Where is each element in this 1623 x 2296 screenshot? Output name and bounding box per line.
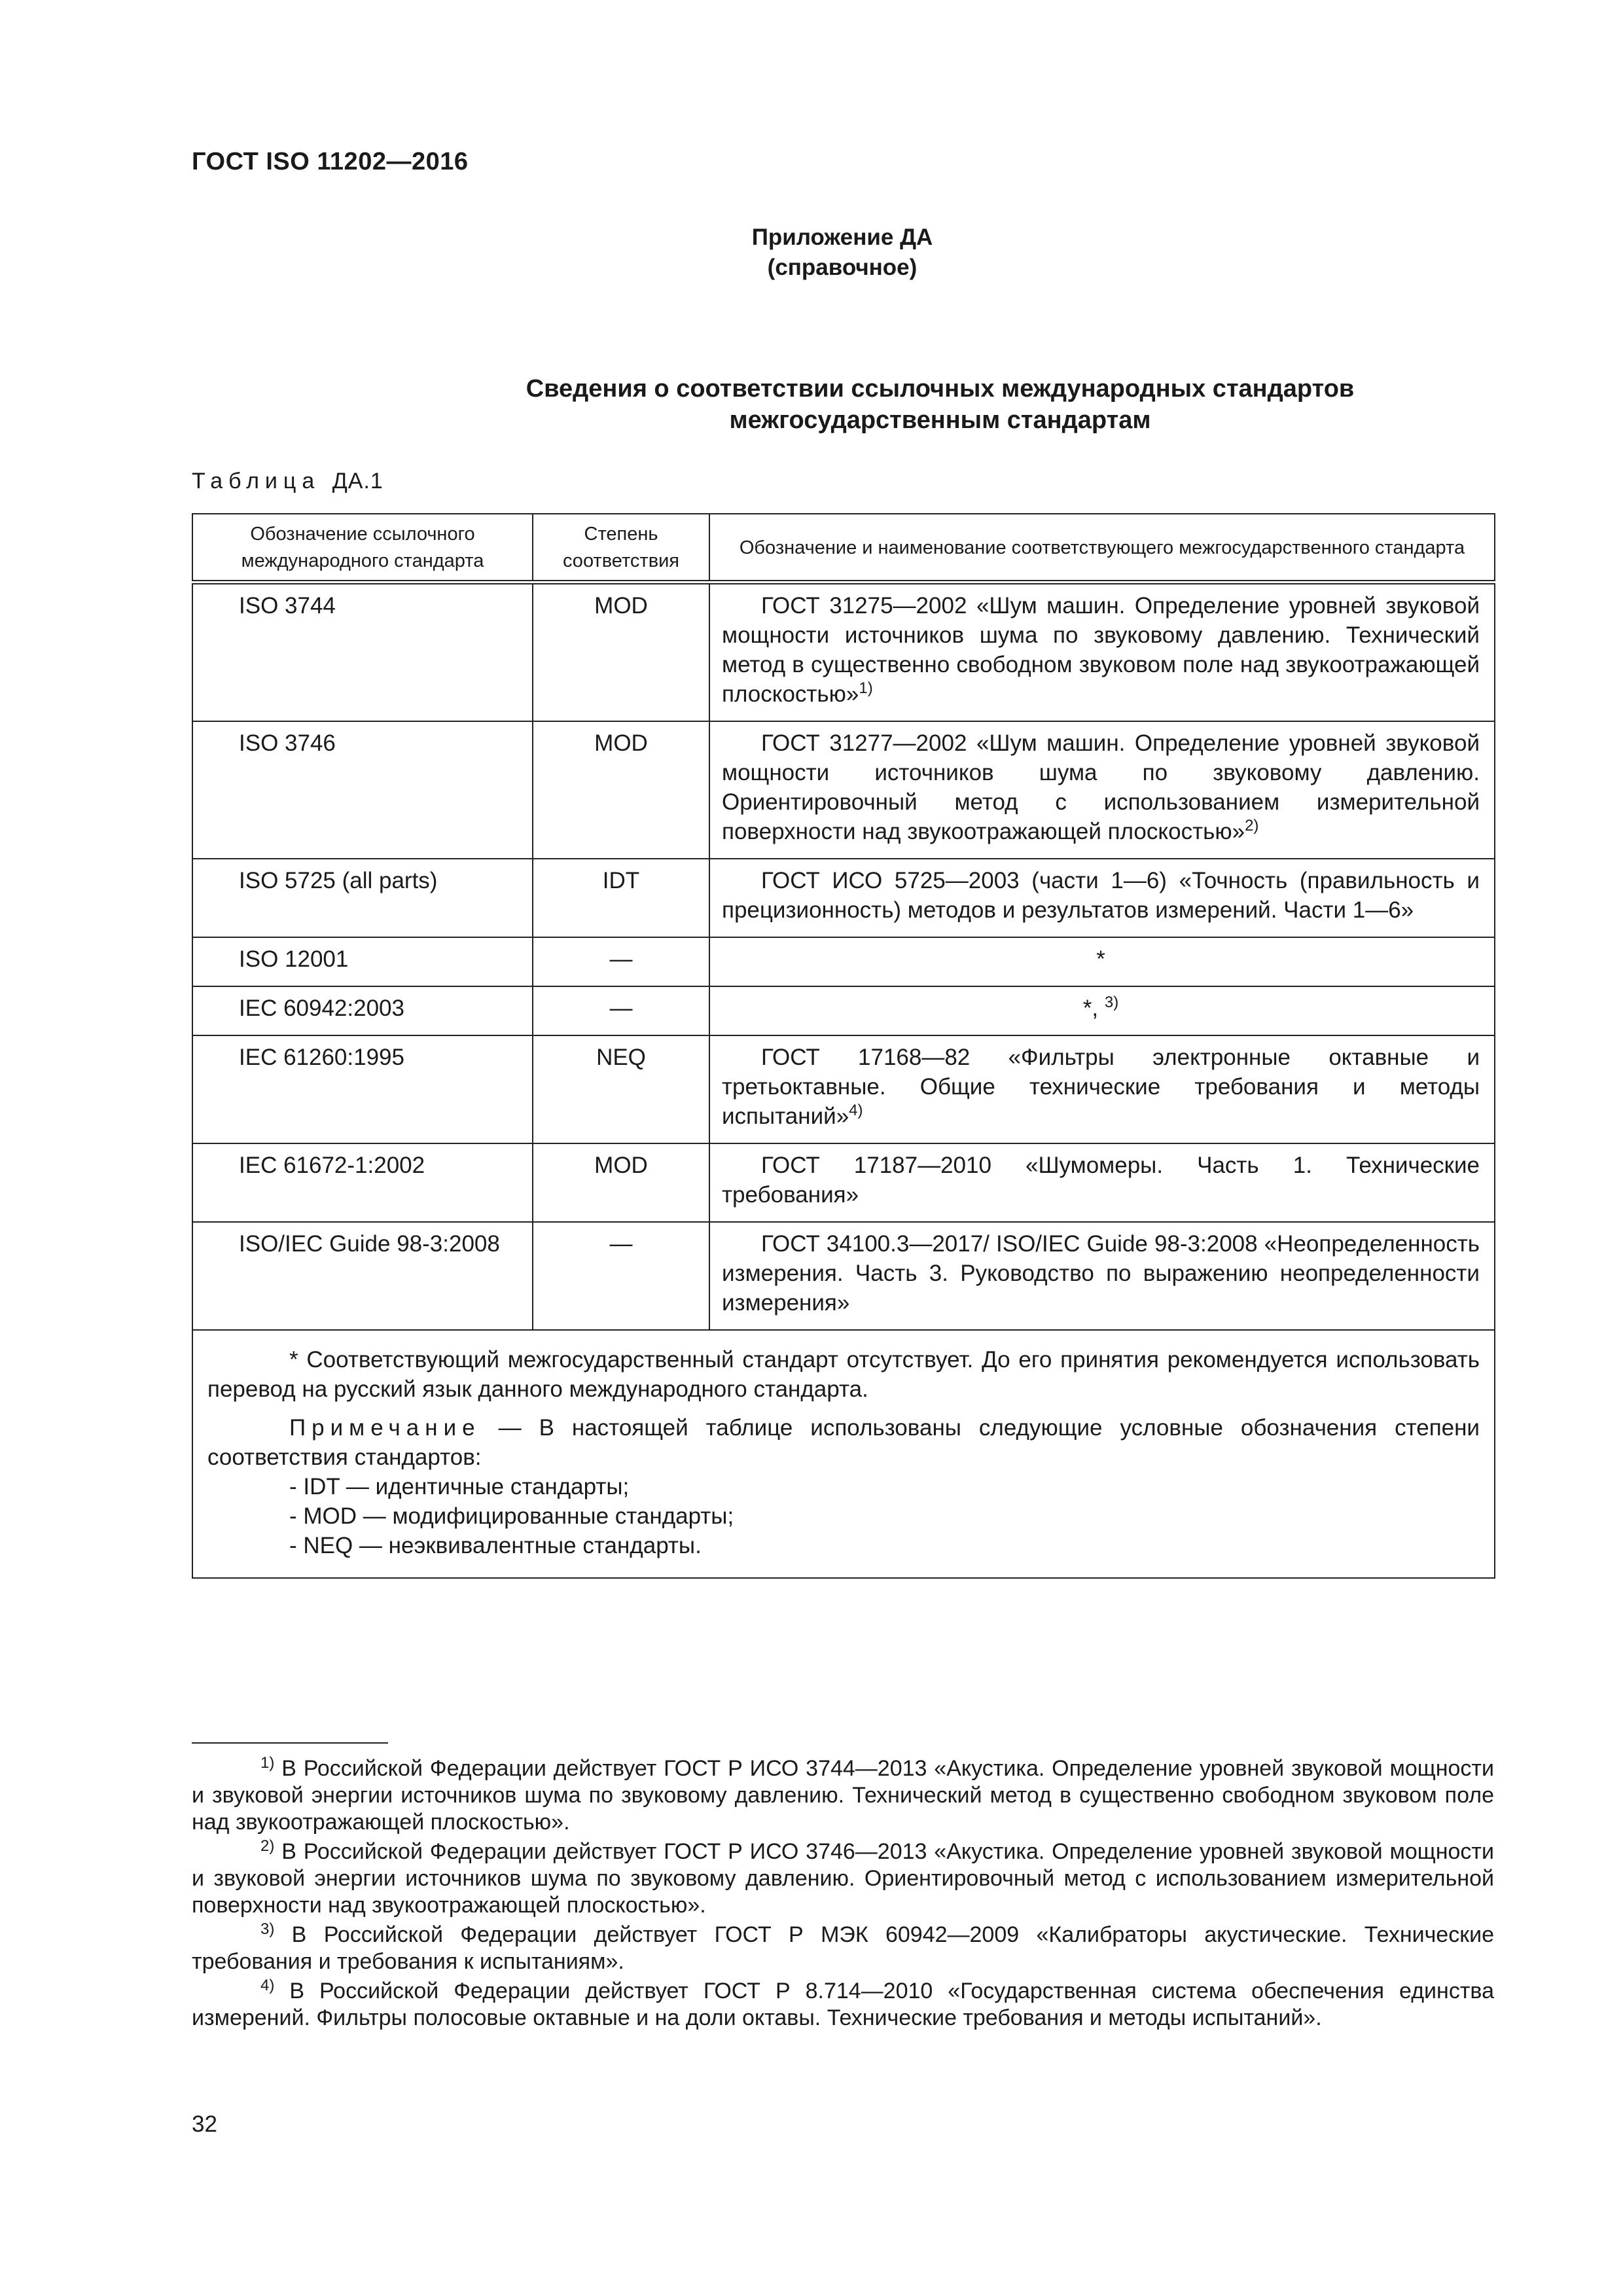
table-row xyxy=(192,859,1495,937)
section-title xyxy=(192,373,1623,436)
footnote-number: 3) xyxy=(260,1920,275,1938)
correspondence-table xyxy=(192,513,1495,1579)
cell-degree: — xyxy=(533,986,709,1035)
standard-text: ГОСТ ИСО 5725—2003 (части 1—6) «Точность (правильность и прецизионность) методов и результатов измерений. Части 1—6» xyxy=(722,868,1480,923)
cell-reference: ISO 3744 xyxy=(192,583,533,722)
list-item: - MOD — модифицированные стандарты; xyxy=(289,1503,734,1529)
cell-standard xyxy=(709,721,1495,859)
annex-type: (справочное) xyxy=(767,255,918,280)
cell-reference: ISO 3746 xyxy=(192,721,533,859)
cell-degree: NEQ xyxy=(533,1035,709,1143)
footnote-mark: 2) xyxy=(1245,817,1259,834)
note-label: Примечание xyxy=(289,1415,481,1441)
standard-text: ГОСТ 17168—82 «Фильтры электронные октавные и третьоктавные. Общие технические требования и методы испытаний» xyxy=(722,1045,1480,1129)
cell-standard xyxy=(709,1035,1495,1143)
footnote-text: В Российской Федерации действует ГОСТ Р ИСО 3746—2013 «Акустика. Определение уровней звуковой мощности и звуковой энергии источников шума по звуковому давлению. Ориентировочный метод с использованием измерительной поверхности над звукоотражающей плоскостью». xyxy=(192,1839,1494,1918)
cell-degree: — xyxy=(533,937,709,986)
cell-standard xyxy=(709,583,1495,722)
standard-text: * xyxy=(1096,946,1105,972)
cell-reference: IEC 60942:2003 xyxy=(192,986,533,1035)
footnote-number: 1) xyxy=(260,1754,275,1772)
asterisk-note: * Соответствующий межгосударственный стандарт отсутствует. До его принятия рекомендуется использовать перевод на русский язык данного международного стандарта. xyxy=(207,1347,1480,1402)
footnote-text: В Российской Федерации действует ГОСТ Р МЭК 60942—2009 «Калибраторы акустические. Технические требования и требования к испытаниям». xyxy=(192,1922,1494,1974)
cell-degree: MOD xyxy=(533,1143,709,1222)
footnotes xyxy=(192,1755,1494,2034)
footnote xyxy=(192,1978,1494,2032)
footnote-text: В Российской Федерации действует ГОСТ Р ИСО 3744—2013 «Акустика. Определение уровней звуковой мощности и звуковой энергии источников шума по звуковому давлению. Технический метод в существенно свободном звуковом поле над звукоотражающей плоскостью». xyxy=(192,1756,1494,1835)
cell-reference: ISO/IEC Guide 98-3:2008 xyxy=(192,1222,533,1330)
cell-degree: IDT xyxy=(533,859,709,937)
cell-degree: MOD xyxy=(533,583,709,722)
footnote-mark: 1) xyxy=(859,679,873,697)
standard-text: ГОСТ 34100.3—2017/ ISO/IEC Guide 98-3:2008 «Неопределенность измерения. Часть 3. Руководство по выражению неопределенности измерения» xyxy=(722,1231,1480,1316)
cell-degree: MOD xyxy=(533,721,709,859)
table-label-number: ДА.1 xyxy=(332,469,383,493)
footnote-number: 2) xyxy=(260,1837,275,1855)
cell-standard xyxy=(709,937,1495,986)
table-label-word: Таблица xyxy=(192,469,321,493)
note-paragraph xyxy=(207,1413,1480,1472)
footnote-number: 4) xyxy=(260,1977,275,1994)
table-label xyxy=(192,469,383,494)
table-row xyxy=(192,986,1495,1035)
table-notes xyxy=(192,1330,1495,1578)
cell-reference: ISO 12001 xyxy=(192,937,533,986)
standard-text: ГОСТ 31275—2002 «Шум машин. Определение уровней звуковой мощности источников шума по звуковому давлению. Технический метод в существенно свободном звуковом поле над звукоотражающей плоскостью» xyxy=(722,593,1480,707)
table-row xyxy=(192,937,1495,986)
cell-standard xyxy=(709,1222,1495,1330)
table-row xyxy=(192,721,1495,859)
cell-reference: ISO 5725 (all parts) xyxy=(192,859,533,937)
list-item: - IDT — идентичные стандарты; xyxy=(289,1474,630,1499)
cell-reference: IEC 61672-1:2002 xyxy=(192,1143,533,1222)
list-item: - NEQ — неэквивалентные стандарты. xyxy=(289,1533,702,1558)
standard-text: *, xyxy=(1082,996,1099,1021)
standard-text: ГОСТ 31277—2002 «Шум машин. Определение уровней звуковой мощности источников шума по звуковому давлению. Ориентировочный метод с использованием измерительной поверхности над звукоотражающей плоскостью» xyxy=(722,730,1480,844)
table-row xyxy=(192,1035,1495,1143)
footnote-separator xyxy=(192,1742,388,1744)
table-row xyxy=(192,1143,1495,1222)
table-header-row xyxy=(192,514,1495,583)
cell-standard xyxy=(709,1143,1495,1222)
footnote-text: В Российской Федерации действует ГОСТ Р 8.714—2010 «Государственная система обеспечения единства измерений. Фильтры полосовые октавные и на доли октавы. Технические требования и методы испытаний». xyxy=(192,1979,1494,2030)
table-notes-row xyxy=(192,1330,1495,1578)
footnote xyxy=(192,1839,1494,1919)
header-degree: Степень соответствия xyxy=(533,514,709,583)
footnote xyxy=(192,1922,1494,1975)
header-interstate-standard: Обозначение и наименование соответствующего межгосударственного стандарта xyxy=(709,514,1495,583)
annex-title: Приложение ДА xyxy=(751,224,933,250)
cell-standard xyxy=(709,859,1495,937)
document-code: ГОСТ ISO 11202—2016 xyxy=(192,148,469,175)
header-reference-standard: Обозначение ссылочного международного стандарта xyxy=(192,514,533,583)
footnote xyxy=(192,1755,1494,1836)
note-text: — В настоящей таблице использованы следующие условные обозначения степени соответствия стандартов: xyxy=(207,1415,1480,1470)
table-row xyxy=(192,1222,1495,1330)
section-title-line-2: межгосударственным стандартам xyxy=(729,406,1151,434)
standard-text: ГОСТ 17187—2010 «Шумомеры. Часть 1. Технические требования» xyxy=(722,1153,1480,1208)
cell-degree: — xyxy=(533,1222,709,1330)
footnote-mark: 3) xyxy=(1104,994,1119,1011)
section-title-line-1: Сведения о соответствии ссылочных международных стандартов xyxy=(526,375,1355,403)
table-row xyxy=(192,583,1495,722)
footnote-mark: 4) xyxy=(849,1102,863,1119)
cell-standard xyxy=(709,986,1495,1035)
page-number: 32 xyxy=(192,2111,217,2137)
cell-reference: IEC 61260:1995 xyxy=(192,1035,533,1143)
